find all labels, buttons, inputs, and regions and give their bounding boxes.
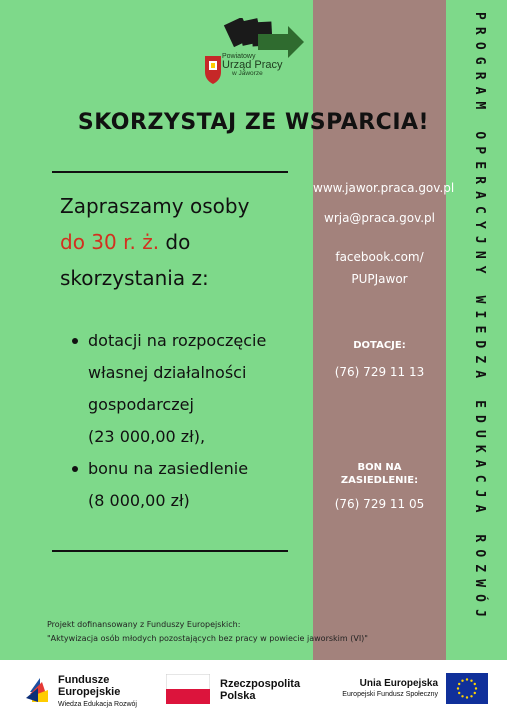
email-block (313, 207, 446, 229)
eu-star (461, 680, 463, 682)
eu-star (474, 692, 476, 694)
email-link[interactable]: wrja@praca.gov.pl (324, 211, 435, 225)
program-title: PROGRAM OPERACYJNY WIEDZA EDUKACJA ROZWÓJ (472, 12, 487, 624)
republic-name (220, 678, 300, 702)
eu-line-2: Europejski Fundusz Społeczny (342, 691, 438, 698)
fundusze-europejskie-icon (22, 672, 54, 706)
age-highlight: do 30 r. ż. (60, 230, 160, 254)
funding-note (47, 618, 368, 646)
eu-flag-icon (446, 673, 488, 704)
contact-links (313, 177, 455, 199)
funds-line-1: Fundusze (58, 674, 110, 686)
funding-note-line-1: Projekt dofinansowany z Funduszy Europejskich: (47, 620, 241, 629)
list-item (70, 325, 310, 453)
grant-line-3: gospodarczej (88, 395, 194, 414)
support-list (70, 325, 310, 517)
footer-logos (0, 660, 507, 717)
eu-star (470, 695, 472, 697)
logo-line-1: Powiatowy (222, 53, 256, 60)
contact-column (313, 0, 455, 660)
facebook-block (313, 246, 446, 290)
eu-star (458, 692, 460, 694)
eu-star (466, 678, 468, 680)
funds-name (58, 674, 120, 698)
eu-star (458, 683, 460, 685)
coat-of-arms-icon (205, 56, 221, 84)
eu-star (474, 683, 476, 685)
website-link[interactable]: www.jawor.praca.gov.pl (313, 181, 455, 195)
list-item (70, 453, 310, 517)
grant-line-2: własnej działalności (88, 363, 247, 382)
funding-note-line-2: "Aktywizacja osób młodych pozostających bez pracy w powiecie jaworskim (VI)" (47, 634, 368, 643)
intro-line-3: skorzystania z: (60, 266, 209, 290)
relocation-label-2: ZASIEDLENIE: (340, 475, 419, 486)
relocation-amount: (8 000,00 zł) (88, 491, 190, 510)
relocation-phone[interactable]: (76) 729 11 05 (334, 497, 425, 511)
logo-text (222, 53, 283, 78)
funds-line-3: Wiedza Edukacja Rozwój (58, 701, 137, 708)
eu-line-1: Unia Europejska (359, 678, 438, 689)
logo-line-2: Urząd Pracy (222, 59, 283, 71)
grants-contact (313, 339, 446, 382)
eu-star (466, 696, 468, 698)
rp-line-2: Polska (220, 690, 256, 702)
relocation-line-1: bonu na zasiedlenie (88, 459, 249, 478)
facebook-link-line-1[interactable]: facebook.com/ (335, 250, 424, 264)
eu-star (461, 695, 463, 697)
grants-phone[interactable]: (76) 729 11 13 (334, 365, 425, 379)
eu-name (336, 678, 438, 698)
intro-line-1: Zapraszamy osoby (60, 194, 250, 218)
eu-star (470, 680, 472, 682)
facebook-link-line-2[interactable]: PUPJawor (351, 272, 408, 286)
funds-line-2: Europejskie (58, 686, 121, 698)
rp-line-1: Rzeczpospolita (220, 678, 301, 690)
intro-line-2 (60, 224, 310, 260)
grants-label: DOTACJE: (353, 340, 406, 351)
grant-line-1: dotacji na rozpoczęcie (88, 331, 267, 350)
relocation-label-1: BON NA (357, 462, 402, 473)
eu-star (457, 687, 459, 689)
bottom-divider (52, 550, 288, 552)
headline: SKORZYSTAJ ZE WSPARCIA! (77, 110, 430, 135)
top-divider (52, 171, 288, 173)
grant-amount: (23 000,00 zł), (88, 427, 206, 446)
eu-star (475, 687, 477, 689)
logo-line-3: w Jaworze (232, 70, 263, 77)
polish-flag-icon (166, 674, 210, 704)
relocation-contact (313, 461, 446, 514)
intro-line-2-rest: do (159, 230, 191, 254)
program-title-vertical (462, 12, 492, 652)
intro-text (60, 188, 310, 296)
